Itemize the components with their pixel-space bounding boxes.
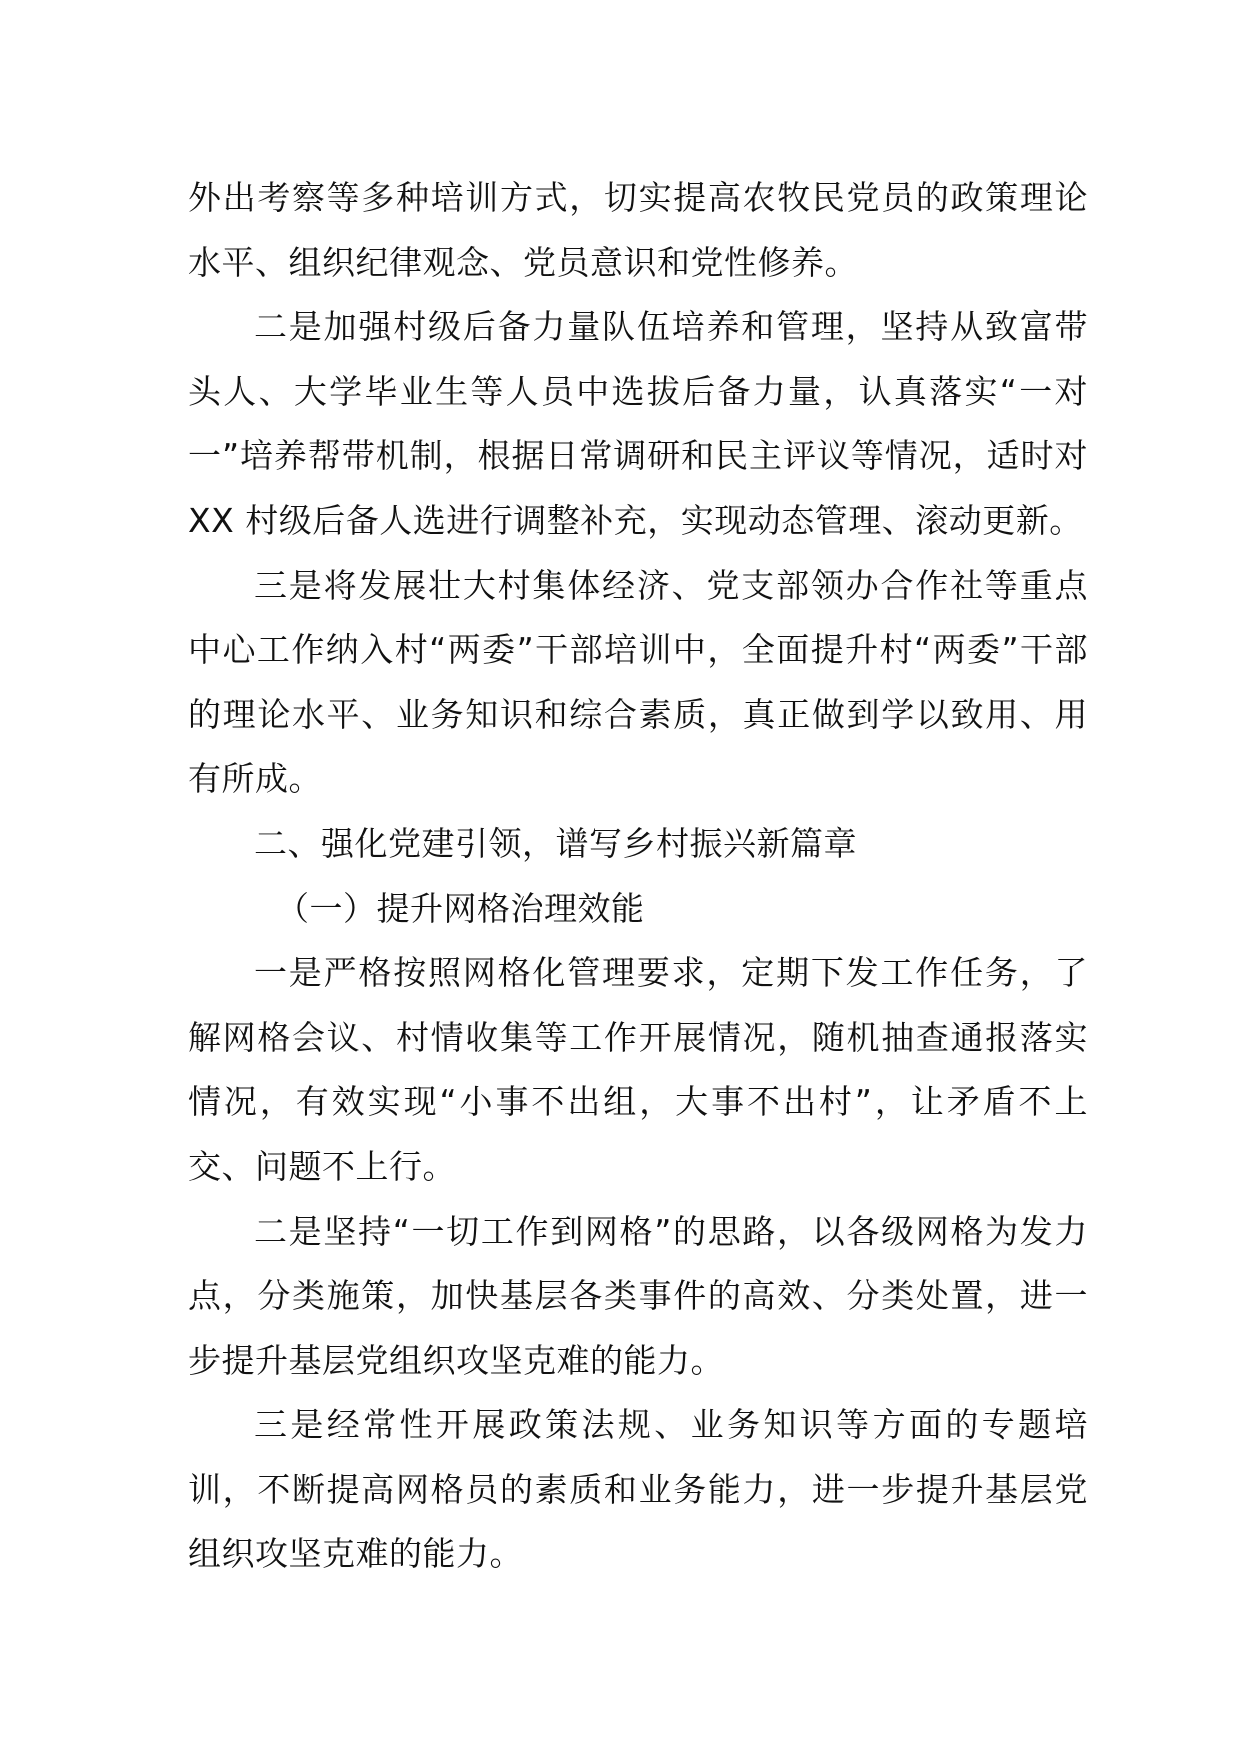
paragraph-continuation: 外出考察等多种培训方式，切实提高农牧民党员的政策理论水平、组织纪律观念、党员意识和党性修养。 xyxy=(188,178,1088,282)
paragraph-reserve-cadres: 二是加强村级后备力量队伍培养和管理，坚持从致富带头人、大学毕业生等人员中选拔后备力量，认真落实“一对一”培养帮带机制，根据日常调研和民主评议等情况，适时对 XX 村级后备人选进行调整补充，实现动态管理、滚动更新。 xyxy=(188,307,1088,540)
paragraph-grid-approach: 二是坚持“一切工作到网格”的思路，以各级网格为发力点，分类施策，加快基层各类事件的高效、分类处置，进一步提升基层党组织攻坚克难的能力。 xyxy=(188,1211,1088,1380)
paragraph-grid-management: 一是严格按照网格化管理要求，定期下发工作任务，了解网格会议、村情收集等工作开展情况，随机抽查通报落实情况，有效实现“小事不出组，大事不出村”，让矛盾不上交、问题不上行。 xyxy=(188,953,1088,1186)
section-heading-party-building: 二、强化党建引领，谱写乡村振兴新篇章 xyxy=(254,823,857,863)
subsection-heading-grid-governance: （一）提升网格治理效能 xyxy=(276,888,645,928)
paragraph-village-economy-training: 三是将发展壮大村集体经济、党支部领办合作社等重点中心工作纳入村“两委”干部培训中，全面提升村“两委”干部的理论水平、业务知识和综合素质，真正做到学以致用、用有所成。 xyxy=(188,565,1088,799)
document-body xyxy=(188,166,1088,1587)
paragraph-grid-training: 三是经常性开展政策法规、业务知识等方面的专题培训，不断提高网格员的素质和业务能力，进一步提升基层党组织攻坚克难的能力。 xyxy=(188,1405,1088,1574)
